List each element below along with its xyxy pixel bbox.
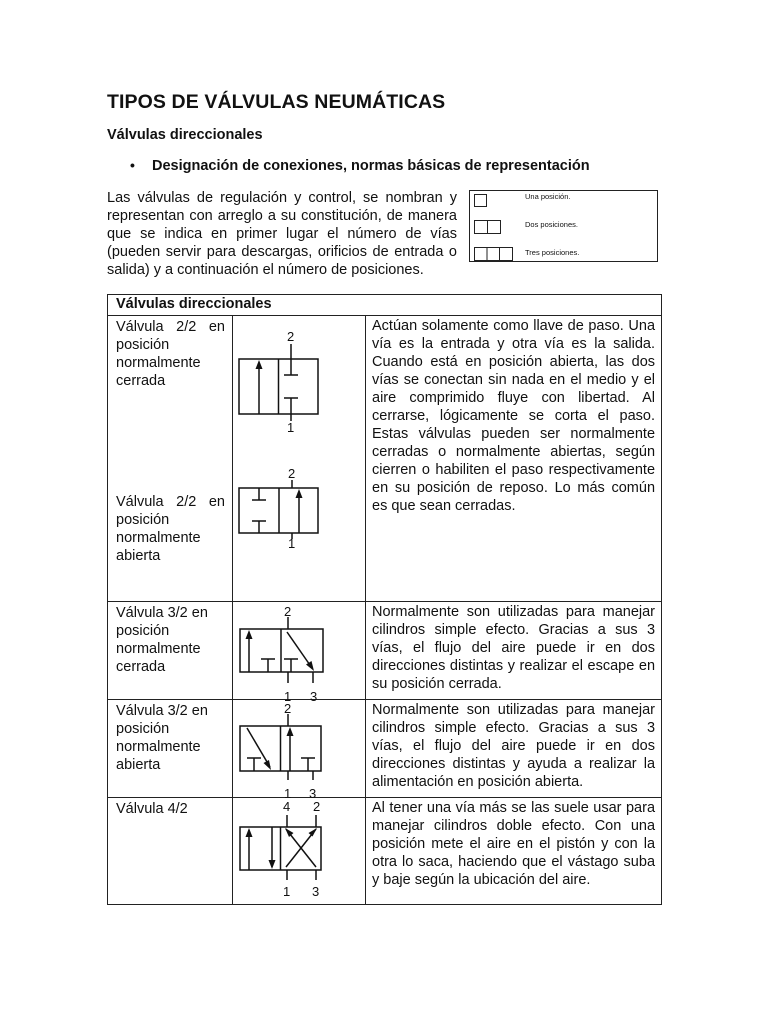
flow-arrow-no — [296, 489, 303, 498]
bullet-heading: Designación de conexiones, normas básicas de representación — [152, 158, 590, 174]
valve-2-2-description: Actúan solamente como llave de paso. Una vía es la entrada y otra vía es la salida. Cuando está en posición abierta, las dos vías se conectan sin nada en el medio y el aire comprimido fluye con libertad. Al cerrarse, lógicamente se corta el paso. Estas válvulas pueden ser normalmente cerradas o normalmente abiertas, según cierren o habiliten el paso respectivamente en su posición de reposo. Lo más común es que sean cerradas. — [366, 316, 662, 602]
three-position-symbol — [475, 248, 513, 261]
valve-3-2-no-description: Normalmente son utilizadas para manejar cilindros simple efecto. Gracias a sus 3 vías, el flujo del aire puede ir en dos direcciones distintas y ayuda a realizar la alimentación en posición abierta. — [366, 700, 662, 798]
valve-3-2-nc-name: Válvula 3/2 en posición normalmente cerrada — [108, 602, 233, 700]
legend-one-position: Una posición. — [525, 192, 571, 201]
one-position-symbol — [475, 195, 487, 207]
diagram-cell — [233, 316, 366, 602]
valve-3-2-nc-description: Normalmente son utilizadas para manejar cilindros simple efecto. Gracias a sus 3 vías, el flujo del aire puede ir en dos direcciones distintas y realizar el escape en su posición cerrada. — [366, 602, 662, 700]
valve-2-2-no-name: Válvula 2/2 en posición normalmente abierta — [116, 494, 225, 564]
port-label: 3 — [310, 689, 318, 704]
port-label: 1 — [284, 786, 292, 801]
port-label: 1 — [283, 884, 291, 899]
valve-3-2-no-symbol — [233, 700, 366, 801]
page-title: TIPOS DE VÁLVULAS NEUMÁTICAS — [107, 91, 446, 113]
legend-two-positions: Dos posiciones. — [525, 220, 578, 229]
valve-2-2-symbols — [233, 316, 366, 602]
port-label: 2 — [284, 701, 292, 716]
port-label: 3 — [309, 786, 317, 801]
valve-3-2-no-name: Válvula 3/2 en posición normalmente abierta — [108, 700, 233, 798]
diagram-cell — [233, 700, 366, 801]
diagram-cell — [233, 798, 366, 905]
diagram-cell — [233, 602, 366, 704]
port-label: 2 — [287, 329, 295, 344]
port-label: 4 — [283, 799, 291, 814]
port-label: 2 — [284, 604, 292, 619]
valve-2-2-nc-symbol — [239, 344, 318, 421]
table-header: Válvulas direccionales — [108, 295, 662, 316]
section-subtitle: Válvulas direccionales — [107, 127, 263, 143]
intro-paragraph: Las válvulas de regulación y control, se nombran y representan con arreglo a su constitución, de manera que se indica en primer lugar el número de vías (pueden servir para descargas, orificios de entrada o salida) y a continuación el número de posiciones. — [107, 190, 457, 278]
valve-4-2-description: Al tener una vía más se las suele usar para manejar cilindros doble efecto. Con una posición mete el aire en el pistón y con la otra lo saca, haciendo que el vástago suba y baje según la ubicación del aire. — [366, 798, 662, 905]
port-label: 1 — [284, 689, 292, 704]
legend-three-positions: Tres posiciones. — [525, 248, 580, 257]
positions-legend — [469, 190, 658, 262]
table-row — [108, 798, 662, 905]
port-label: 3 — [312, 884, 320, 899]
name-cell — [108, 316, 233, 602]
valve-3-2-nc-symbol — [233, 602, 366, 704]
valves-table — [107, 294, 662, 905]
flow-arrow-nc — [256, 360, 263, 369]
bullet-marker: • — [130, 157, 135, 173]
valve-2-2-no-symbol — [239, 480, 318, 539]
valve-4-2-name: Válvula 4/2 — [108, 798, 233, 905]
port-label: 1 — [287, 420, 295, 435]
port-label: 2 — [313, 799, 321, 814]
port-label: 2 — [288, 466, 296, 481]
table-row — [108, 700, 662, 798]
valve-2-2-nc-name: Válvula 2/2 en posición normalmente cerrada — [116, 319, 225, 389]
table-header-row — [108, 295, 662, 316]
port-label: 1 — [288, 536, 296, 551]
valve-4-2-symbol — [233, 798, 366, 905]
table-row — [108, 602, 662, 700]
table-row — [108, 316, 662, 602]
